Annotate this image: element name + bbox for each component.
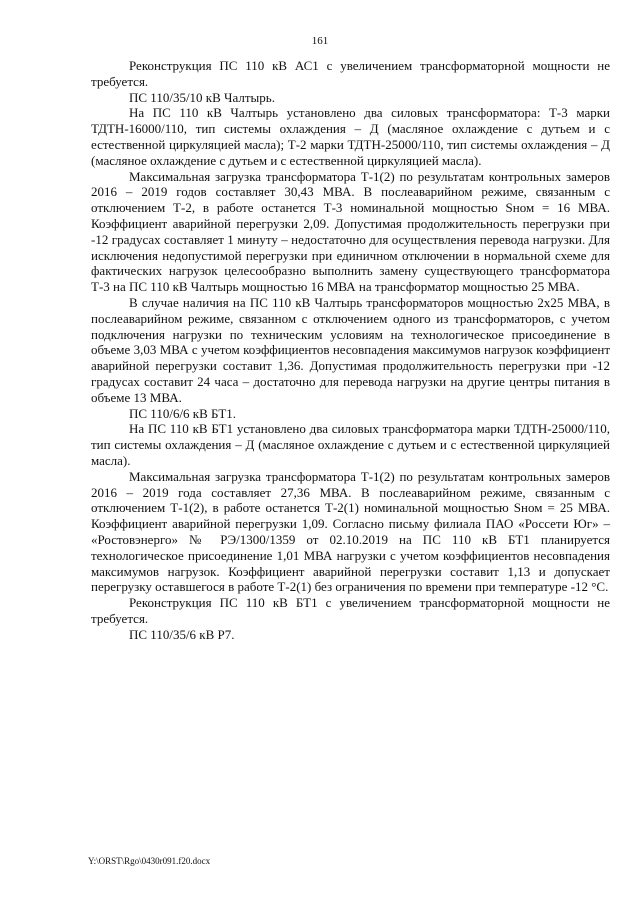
footer-file-path: Y:\ORST\Rgo\0430r091.f20.docx	[88, 856, 211, 866]
paragraph-chaltyr-upgrade-case: В случае наличия на ПС 110 кВ Чалтырь трансформаторов мощностью 2х25 МВА, в послеаварийном режиме, связанном с отключением одного из трансформаторов, с учетом подключения нагрузки по техническим условиям на технологическое присоединение в объеме 3,03 МВА с учетом коэффициентов несовпадения максимумов нагрузок коэффициент аварийной перегрузки составит 1,36. Допустимая продолжительность перегрузки при -12 градусах составит 24 часа – достаточно для перевода нагрузки на другие центры питания в объеме 13 МВА.	[91, 294, 610, 405]
paragraph-bt1-transformers: На ПС 110 кВ БТ1 установлено два силовых трансформатора марки ТДТН-25000/110, тип системы охлаждения – Д (масляное охлаждение с дутьем и с естественной циркуляцией масла).	[91, 421, 610, 468]
paragraph-chaltyr-transformers: На ПС 110 кВ Чалтырь установлено два силовых трансформатора: Т-3 марки ТДТН-16000/110, тип системы охлаждения – Д (масляное охлаждение с дутьем и с естественной циркуляцией масла); Т-2 марки ТДТН-25000/110, тип системы охлаждения – Д (масляное охлаждение с дутьем и с естественной циркуляцией масла).	[91, 105, 610, 168]
paragraph-bt1-load: Максимальная загрузка трансформатора Т-1(2) по результатам контрольных замеров 2016 – 2019 года составляет 27,36 МВА. В послеаварийном режиме, связанным с отключением Т-1(2), в работе останется Т-2(1) номинальной мощностью Sном = 25 МВА. Коэффициент аварийной перегрузки 1,09. Согласно письму филиала ПАО «Россети Юг» – «Ростовэнерго» № РЭ/1300/1359 от 02.10.2019 на ПС 110 кВ БТ1 планируется технологическое присоединение 1,01 МВА нагрузки с учетом коэффициентов несовпадения максимумов нагрузок. Коэффициент аварийной перегрузки составит 1,13 и допускает перегрузку оставшегося в работе Т-2(1) без ограничения по времени при температуре -12 °С.	[91, 468, 610, 595]
heading-r7-substation: ПС 110/35/6 кВ Р7.	[129, 626, 235, 642]
heading-chaltyr-substation: ПС 110/35/10 кВ Чалтырь.	[129, 89, 275, 105]
paragraph-bt1-reconstruction: Реконструкция ПС 110 кВ БТ1 с увеличением трансформаторной мощности не требуется.	[91, 595, 610, 626]
document-body	[91, 58, 610, 642]
paragraph-as1-reconstruction: Реконструкция ПС 110 кВ АС1 с увеличением трансформаторной мощности не требуется.	[91, 58, 610, 89]
page-number: 161	[311, 35, 329, 47]
heading-bt1-substation: ПС 110/6/6 кВ БТ1.	[129, 405, 237, 421]
paragraph-chaltyr-load: Максимальная загрузка трансформатора Т-1(2) по результатам контрольных замеров 2016 – 2019 годов составляет 30,43 МВА. В послеаварийном режиме, связанным с отключением Т-2, в работе останется Т-3 номинальной мощностью Sном = 16 МВА. Коэффициент аварийной перегрузки 2,09. Допустимая продолжительность перегрузки при -12 градусах составляет 1 минуту – недостаточно для осуществления перевода нагрузки. Для исключения недопустимой перегрузки при единичном отключении в нормальной схеме для фактических нагрузок целесообразно выполнить замену существующего трансформатора Т-3 на ПС 110 кВ Чалтырь мощностью 16 МВА на трансформатор мощностью 25 МВА.	[91, 168, 610, 295]
